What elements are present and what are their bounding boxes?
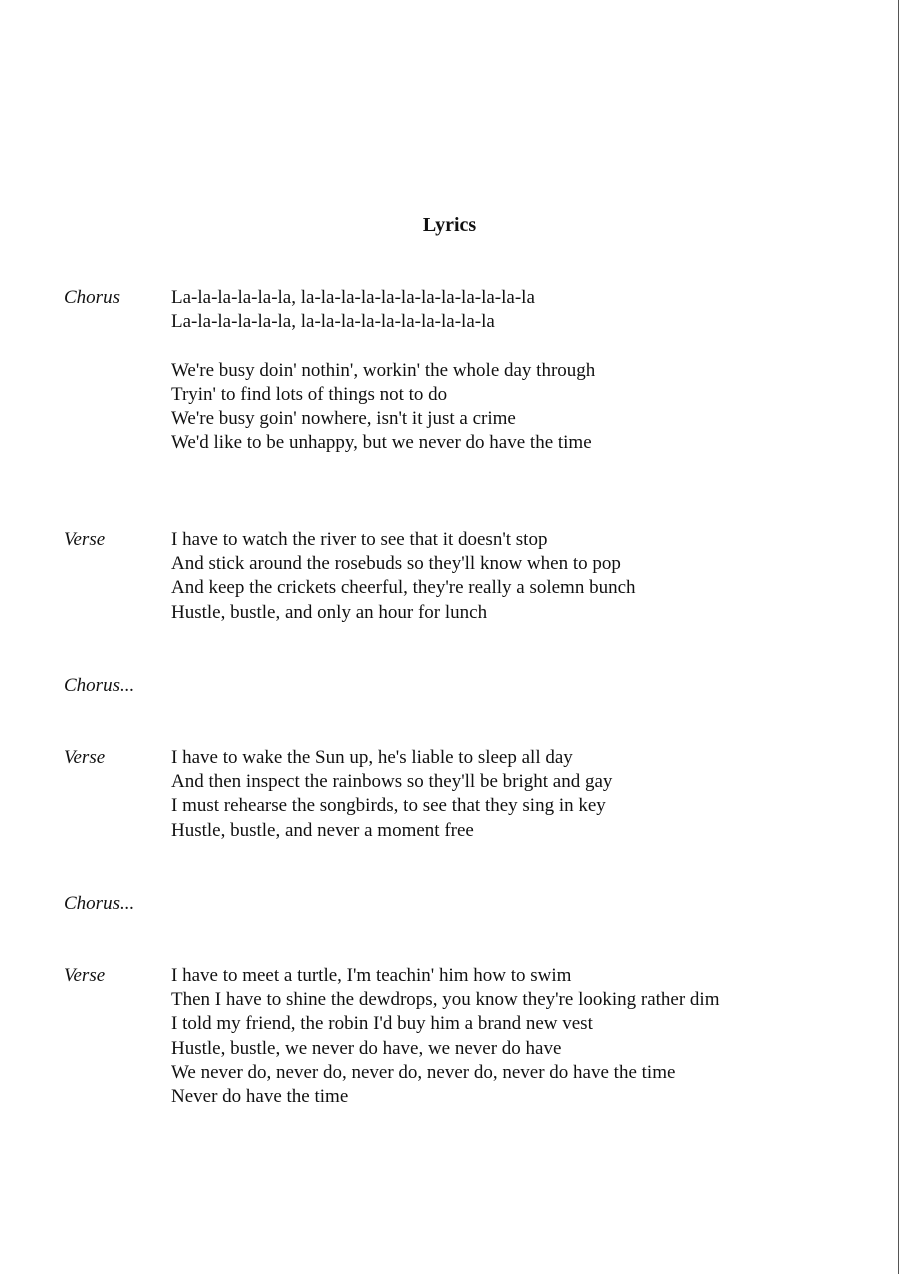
lyric-line: La-la-la-la-la-la, la-la-la-la-la-la-la-la-la-la [171,311,495,333]
stanza-gap [171,334,595,358]
lyric-line: I have to wake the Sun up, he's liable to sleep all day [171,747,573,768]
section-label: Verse [64,747,106,768]
lyric-line: Hustle, bustle, we never do have, we never do have [171,1037,562,1059]
lyric-line: Hustle, bustle, and only an hour for lunch [171,601,488,623]
lyric-line: And keep the crickets cheerful, they're really a solemn bunch [171,577,636,599]
section-lines [171,528,636,625]
section-lines [171,286,595,455]
section-label: Verse [64,529,106,550]
lyric-line: I told my friend, the robin I'd buy him a brand new vest [171,1013,593,1035]
lyric-line: I have to watch the river to see that it doesn't stop [171,529,548,550]
lyric-line: Then I have to shine the dewdrops, you know they're looking rather dim [171,989,720,1011]
section-lines [171,746,612,843]
lyric-line: I must rehearse the songbirds, to see that they sing in key [171,795,606,817]
lyric-line: La-la-la-la-la-la, la-la-la-la-la-la-la-la-la-la-la-la [171,287,535,308]
lyric-line: We're busy goin' nowhere, isn't it just a crime [171,407,516,429]
lyric-line: Tryin' to find lots of things not to do [171,383,448,405]
section-label: Chorus... [64,675,135,696]
lyric-line: And then inspect the rainbows so they'll be bright and gay [171,771,613,793]
lyric-line: We never do, never do, never do, never do, never do have the time [171,1061,676,1083]
lyric-line: Hustle, bustle, and never a moment free [171,819,474,841]
lyric-line: Never do have the time [171,1085,349,1107]
lyric-line: We're busy doin' nothin', workin' the whole day through [171,359,596,381]
page-title: Lyrics [422,214,477,236]
lyric-line: We'd like to be unhappy, but we never do have the time [171,432,592,454]
lyric-line: I have to meet a turtle, I'm teachin' him how to swim [171,965,572,986]
section-lines [171,964,720,1109]
section-label: Verse [64,965,106,986]
section-label: Chorus... [64,893,135,914]
lyric-line: And stick around the rosebuds so they'll know when to pop [171,553,621,575]
section-label: Chorus [64,287,120,308]
